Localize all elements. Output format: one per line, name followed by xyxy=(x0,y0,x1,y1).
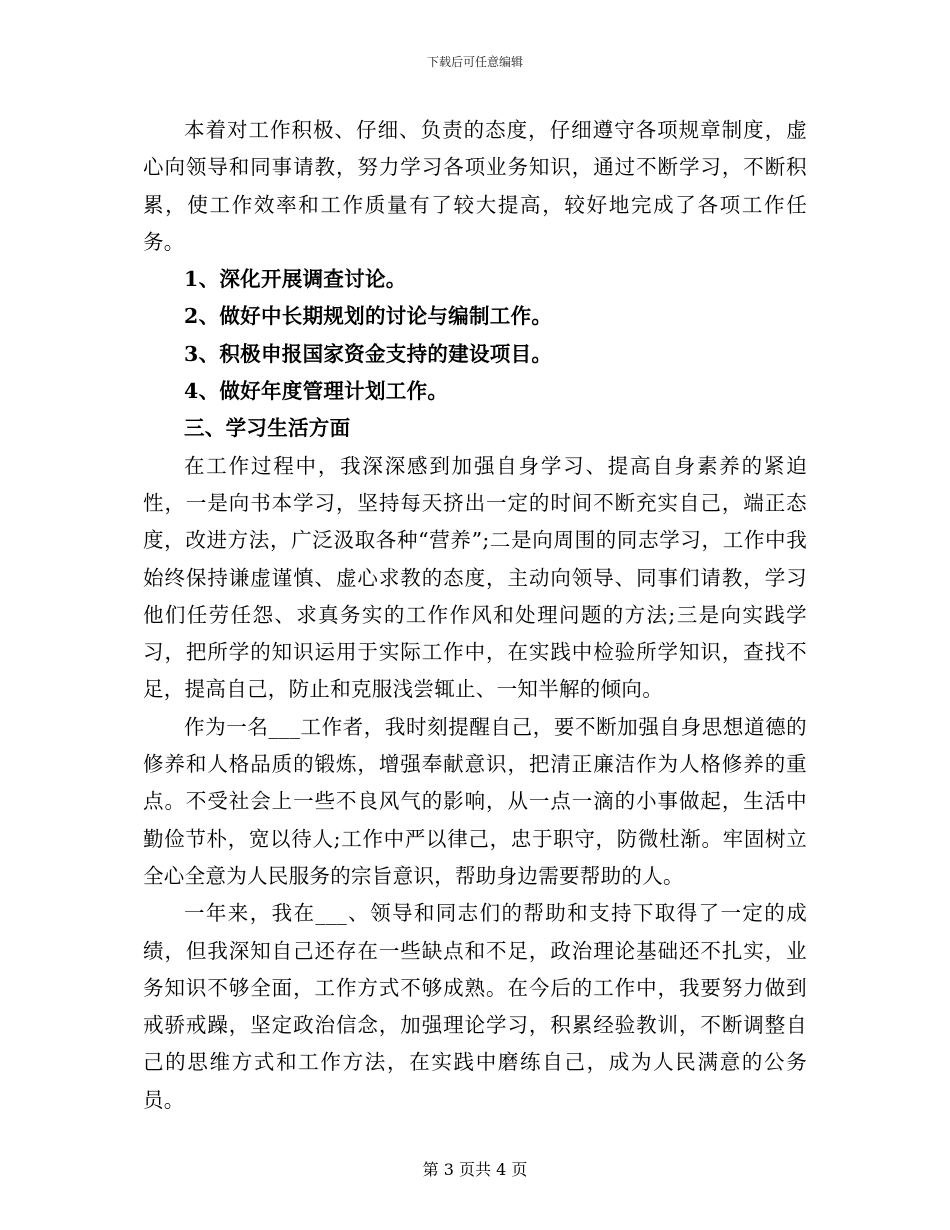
list-item-3: 3、积极申报国家资金支持的建设项目。 xyxy=(184,341,553,366)
page-header: 下载后可任意编辑 xyxy=(426,55,523,69)
list-item-2: 2、做好中长期规划的讨论与编制工作。 xyxy=(184,304,553,329)
document-body xyxy=(143,112,807,1119)
ethics-paragraph: 作为一名___工作者，我时刻提醒自己，要不断加强自身思想道德的修养和人格品质的锻炼，增强奉献意识，把清正廉洁作为人格修养的重点。不受社会上一些不良风气的影响，从一点一滴的小事做起，生活中勤俭节朴，宽以待人;工作中严以律己，忠于职守，防微杜渐。牢固树立全心全意为人民服务的宗旨意识，帮助身边需要帮助的人。 xyxy=(143,714,807,888)
list-item-1: 1、深化开展调查讨论。 xyxy=(184,267,407,292)
intro-paragraph: 本着对工作积极、仔细、负责的态度，仔细遵守各项规章制度，虚心向领导和同事请教，努力学习各项业务知识，通过不断学习，不断积累，使工作效率和工作质量有了较大提高，较好地完成了各项工作任务。 xyxy=(143,118,807,254)
summary-paragraph: 一年来，我在___、领导和同志们的帮助和支持下取得了一定的成绩，但我深知自己还存在一些缺点和不足，政治理论基础还不扎实，业务知识不够全面，工作方式不够成熟。在今后的工作中，我要努力做到戒骄戒躁，坚定政治信念，加强理论学习，积累经验教训，不断调整自己的思维方式和工作方法，在实践中磨练自己，成为人民满意的公务员。 xyxy=(143,901,807,1112)
list-item-4: 4、做好年度管理计划工作。 xyxy=(184,379,449,404)
page-number: 第 3 页共 4 页 xyxy=(422,1160,528,1179)
study-paragraph: 在工作过程中，我深深感到加强自身学习、提高自身素养的紧迫性，一是向书本学习，坚持每天挤出一定的时间不断充实自己，端正态度，改进方法，广泛汲取各种“营养”;二是向周围的同志学习，工作中我始终保持谦虚谨慎、虚心求教的态度，主动向领导、同事们请教，学习他们任劳任怨、求真务实的工作作风和处理问题的方法;三是向实践学习，把所学的知识运用于实际工作中，在实践中检验所学知识，查找不足，提高自己，防止和克服浅尝辄止、一知半解的倾向。 xyxy=(143,453,807,702)
section-heading: 三、学习生活方面 xyxy=(184,416,351,441)
